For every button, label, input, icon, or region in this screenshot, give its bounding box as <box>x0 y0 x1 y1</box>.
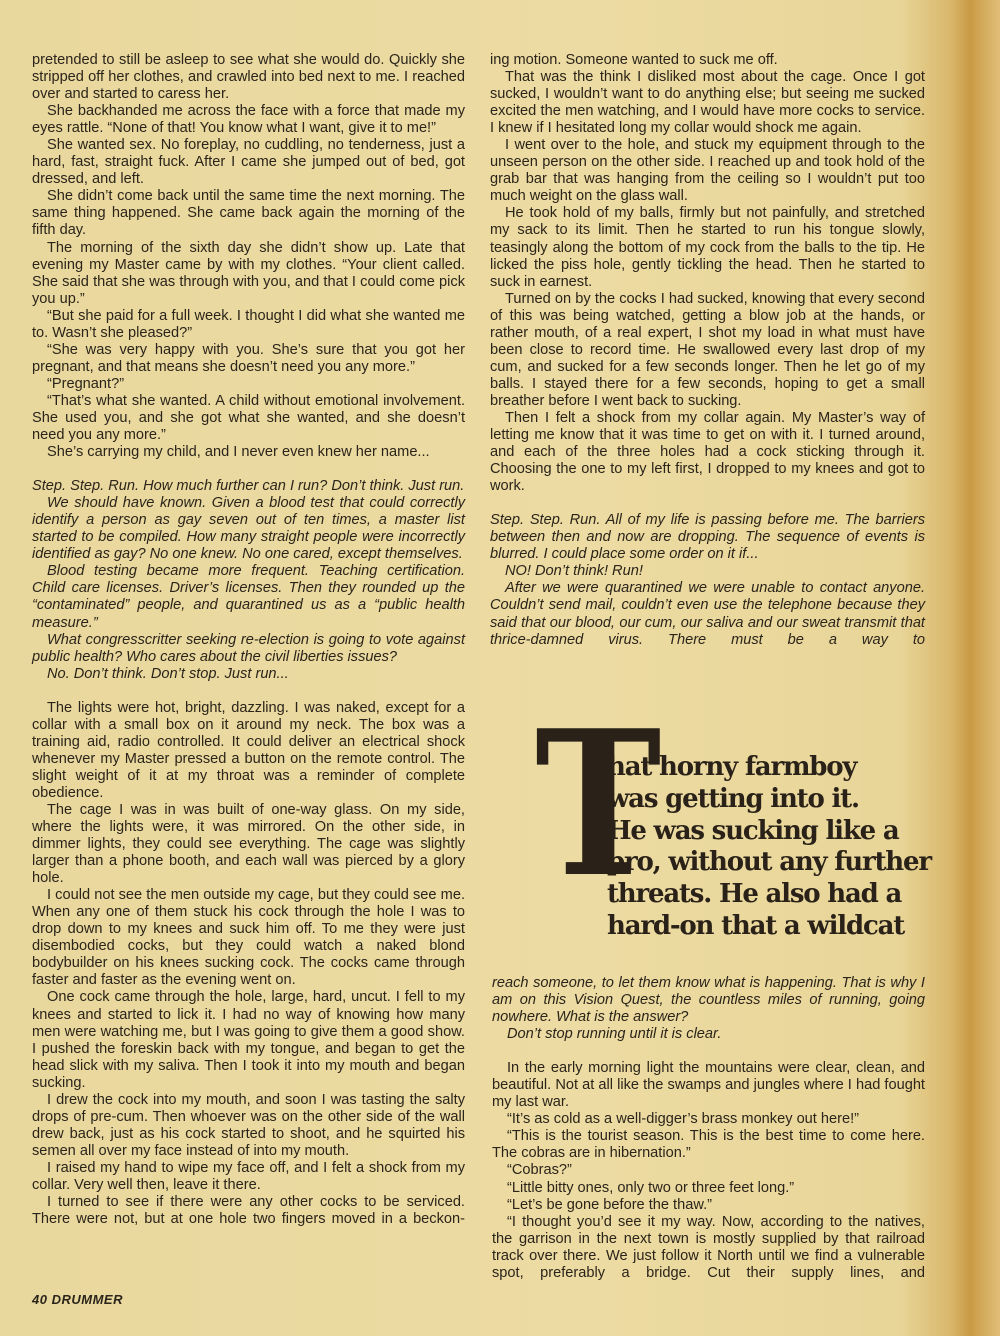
paragraph: “This is the tourist season. This is the best time to come here. The cobras are in hibernation.” <box>492 1128 925 1162</box>
text-section <box>492 975 925 1043</box>
left-column <box>32 52 465 1228</box>
paragraph: That was the think I disliked most about the cage. Once I got sucked, I wouldn’t want to do anything else; but seeing me sucked excited the men watching, and I would have more cocks to service. I knew if I hesitated long my collar would shock me again. <box>490 69 925 137</box>
pull-quote-line: threats. He also had a <box>607 879 902 910</box>
page-number: 40 <box>32 1292 48 1307</box>
paragraph: ing motion. Someone wanted to suck me off. <box>490 52 778 68</box>
paragraph: She backhanded me across the face with a force that made my eyes rattle. “None of that! You know what I want, give it to me!” <box>32 103 465 137</box>
paragraph: She’s carrying my child, and I never even knew her name... <box>47 444 430 461</box>
paragraph: “Pregnant?” <box>47 375 125 392</box>
paragraph: Don’t stop running until it is clear. <box>507 1026 722 1043</box>
paragraph: She wanted sex. No foreplay, no cuddling, no tenderness, just a hard, fast, straight fuck. After I came she jumped out of bed, got dressed, and left. <box>32 137 465 188</box>
text-section <box>32 478 465 683</box>
paragraph: reach someone, to let them know what is happening. That is why I am on this Vision Quest, the countless miles of running, going nowhere. What is the answer? <box>492 975 925 1026</box>
paragraph: I went over to the hole, and stuck my equipment through to the unseen person on the other side. I reached up and took hold of the grab bar that was hanging from the ceiling so I wouldn’t put too much weight on the glass wall. <box>490 137 925 205</box>
paragraph: pretended to still be asleep to see what she would do. Quickly she stripped off her clothes, and crawled into bed next to me. I reached over and started to caress her. <box>32 52 465 103</box>
paragraph: “She was very happy with you. She’s sure that you got her pregnant, and that means she doesn’t need you any more.” <box>32 341 465 375</box>
text-section <box>32 700 465 1228</box>
paragraph: “Little bitty ones, only two or three feet long.” <box>507 1179 795 1196</box>
publication-name: DRUMMER <box>51 1292 123 1307</box>
paragraph: The morning of the sixth day she didn’t show up. Late that evening my Master came by with my clothes. “Your client called. She said that she was through with you, and that I could come pick you up.” <box>32 239 465 307</box>
paragraph: No. Don’t think. Don’t stop. Just run... <box>47 665 289 682</box>
pull-quote-line: was getting into it. <box>607 783 859 814</box>
paragraph: “Let’s be gone before the thaw.” <box>507 1196 712 1213</box>
paragraph: I raised my hand to wipe my face off, and I felt a shock from my collar. Very well then, leave it there. <box>32 1159 465 1193</box>
paragraph: One cock came through the hole, large, hard, uncut. I fell to my knees and started to lick it. I had no way of knowing how many men were watching me, but I was going to give them a good show. I pushed the foreskin back with my tongue, and began to get the head slick with my saliva. Then I took it into my mouth and began sucking. <box>32 989 465 1091</box>
pull-quote-line: He was sucking like a <box>607 815 899 846</box>
pull-quote-line: hard-on that a wildcat <box>607 910 905 941</box>
paragraph: NO! Don’t think! Run! <box>505 563 643 580</box>
paragraph: Step. Step. Run. All of my life is passing before me. The barriers between then and now are dropping. The sequence of events is blurred. I could place some order on it if... <box>490 512 925 563</box>
page-footer <box>32 1292 123 1307</box>
text-section <box>492 1060 925 1282</box>
paragraph: I could not see the men outside my cage, but they could see me. When any one of them stuck his cock through the hole I was to drop down to my knees and suck him off. To me they were just disembodied cocks, but they could watch a naked blond bodybuilder on his knees sucking cock. The cocks came through faster and faster as the evening went on. <box>32 887 465 989</box>
right-column-top <box>490 52 925 649</box>
text-section <box>490 52 925 495</box>
paragraph: Then I felt a shock from my collar again. My Master’s way of letting me know that it was time to get on with it. I turned around, and each of the three holes had a cock sticking through it. Choosing the one to my left first, I dropped to my knees and got to work. <box>490 409 925 495</box>
paragraph: We should have known. Given a blood test that could correctly identify a person as gay seven out of ten times, a master list started to be compiled. How many straight people were incorrectly identified as gay? No one knew. No one cared, except themselves. <box>32 495 465 563</box>
paragraph: The lights were hot, bright, dazzling. I was naked, except for a collar with a small box on it around my neck. The box was a training aid, radio controlled. It could deliver an electrical shock whenever my Master pressed a button on the remote control. The slight weight of it at my throat was a reminder of complete obedience. <box>32 699 465 801</box>
text-section <box>490 512 925 648</box>
pull-quote-line: hat horny farmboy <box>607 752 857 782</box>
paragraph: “Cobras?” <box>507 1162 572 1179</box>
pull-quote-line: pro, without any further <box>607 847 931 878</box>
paragraph: Blood testing became more frequent. Teaching certification. Child care licenses. Driver’s licenses. Then they rounded up the “contaminated” people, and quarantined us as a “public health measure.” <box>32 563 465 631</box>
paragraph: “It’s as cold as a well-digger’s brass monkey out here!” <box>507 1111 860 1128</box>
text-section <box>32 52 465 461</box>
paragraph: “I thought you’d see it my way. Now, according to the natives, the garrison in the next town is mostly supplied by that railroad track over there. We just follow it North until we find a vulnerable spot, preferably a bridge. Cut their supply lines, and <box>492 1213 925 1281</box>
pull-quote-drop-cap: T <box>535 687 662 922</box>
paragraph: What congresscritter seeking re-election is going to vote against public health? Who cares about the civil liberties issues? <box>32 631 465 665</box>
pull-quote <box>535 687 935 943</box>
paragraph: “But she paid for a full week. I thought I did what she wanted me to. Wasn’t she pleased?” <box>32 307 465 341</box>
paragraph: She didn’t come back until the same time the next morning. The same thing happened. She came back again the morning of the fifth day. <box>32 188 465 239</box>
paragraph: I drew the cock into my mouth, and soon I was tasting the salty drops of pre-cum. Then whoever was on the other side of the wall drew back, just as his cock started to shoot, and he squirted his semen all over my face instead of into my mouth. <box>32 1091 465 1159</box>
paragraph: After we were quarantined we were unable to contact anyone. Couldn’t send mail, couldn’t even use the telephone because they said that our blood, our cum, our saliva and our sweat transmit that thrice-damned virus. There must be a way to <box>490 580 925 648</box>
paragraph: “That’s what she wanted. A child without emotional involvement. She used you, and she got what she wanted, and she doesn’t need you any more.” <box>32 392 465 444</box>
paragraph: He took hold of my balls, firmly but not painfully, and stretched my sack to its limit. Then he started to run his tongue slowly, teasingly along the bottom of my cock from the balls to the tip. He licked the piss hole, gently tickling the head. Then he started to suck in earnest. <box>490 205 925 290</box>
paragraph: Step. Step. Run. How much further can I run? Don’t think. Just run. <box>32 478 465 495</box>
paragraph: The cage I was in was built of one-way glass. On my side, where the lights were, it was mirrored. On the other side, in dimmer lights, they could see everything. The cage was slightly larger than a phone booth, and each wall was pierced by a glory hole. <box>32 801 465 887</box>
paragraph: In the early morning light the mountains were clear, clean, and beautiful. Not at all like the swamps and jungles where I had fought my last war. <box>492 1060 925 1111</box>
right-column-bottom <box>492 975 925 1282</box>
paragraph: Turned on by the cocks I had sucked, knowing that every second of this was being watched, getting a blow job at the hands, or rather mouth, of a real expert, I shot my load in what must have been close to record time. He swallowed every last drop of my cum, and sucked for a few seconds longer. Then he let go of my balls. I stayed there for a few seconds, hoping to get a small breather before I went back to sucking. <box>490 290 925 409</box>
paragraph: I turned to see if there were any other cocks to be serviced. There were not, but at one hole two fingers moved in a beckon- <box>32 1194 465 1228</box>
